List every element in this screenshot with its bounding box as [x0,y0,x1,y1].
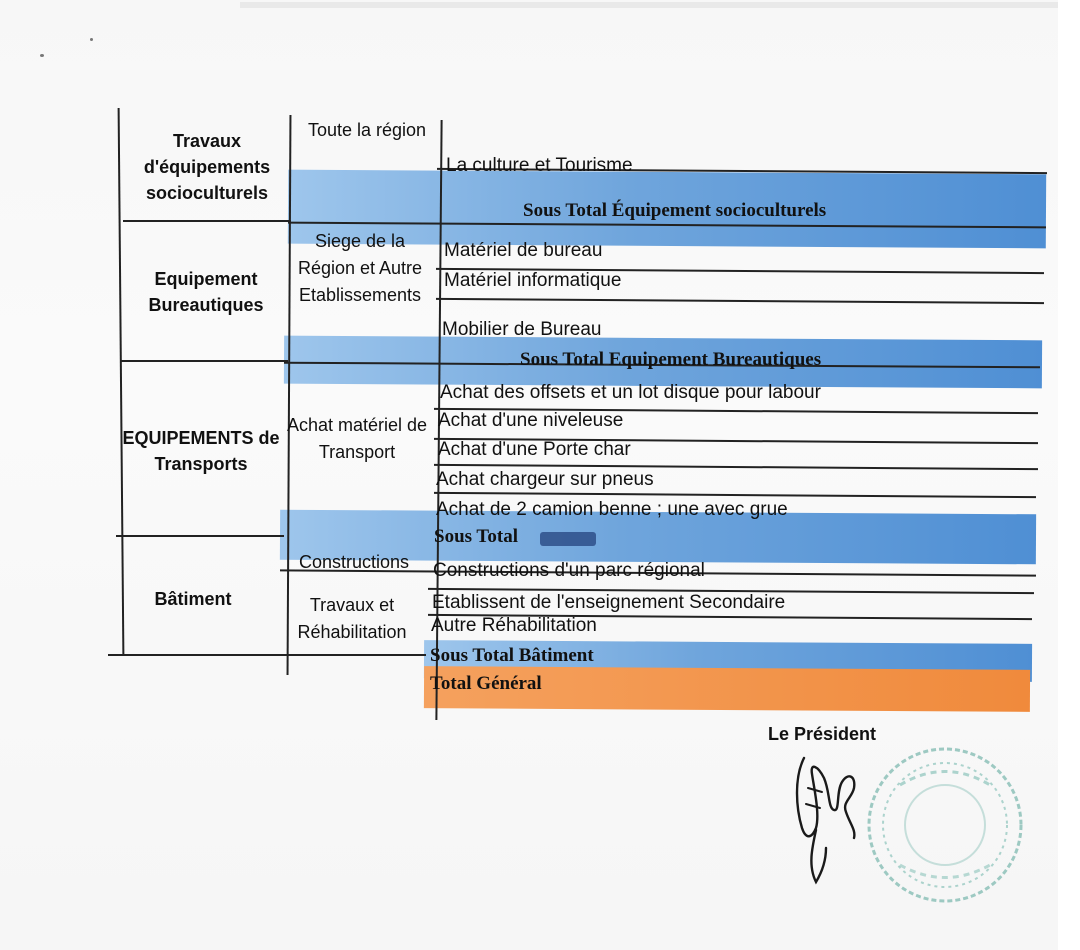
row-line [116,535,284,537]
category-socioculturels: Travaux d'équipements socioculturels [143,131,271,203]
ink-redaction [540,532,596,546]
subcategory-travaux-rehabilitation: Travaux et Réhabilitation [297,595,407,642]
item-porte-char: Achat d'une Porte char [438,439,631,460]
subcategory-constructions: Constructions [298,552,410,572]
subcategory-siege-region: Siege de la Région et Autre Etablissements [297,231,423,305]
item-materiel-bureau: Matériel de bureau [444,240,603,261]
signature-icon [782,748,872,893]
official-seal-icon [860,740,1030,915]
item-culture-tourisme: La culture et Tourisme [446,155,633,176]
subcategory-achat-materiel: Achat matériel de Transport [286,415,428,462]
item-autre-rehabilitation: Autre Réhabilitation [431,615,597,636]
table-bottom-border [108,654,426,656]
item-parc-regional: Constructions d'un parc régional [433,560,705,581]
category-transports: EQUIPEMENTS de Transports [122,428,280,474]
item-chargeur: Achat chargeur sur pneus [436,469,654,490]
table-left-border [118,108,125,656]
item-camion-benne: Achat de 2 camion benne ; une avec grue [436,499,788,520]
subtotal-socioculturels: Sous Total Équipement socioculturels [523,200,827,221]
subtotal-batiment: Sous Total Bâtiment [430,645,594,666]
category-batiment: Bâtiment [154,589,232,609]
item-materiel-informatique: Matériel informatique [444,270,622,291]
category-bureautiques: Equipement Bureautiques [148,269,264,315]
page-margin [1058,0,1080,950]
row-line [120,360,288,362]
row-line [436,298,1044,304]
subtotal-transports: Sous Total [434,526,518,547]
item-niveleuse: Achat d'une niveleuse [438,410,624,431]
item-mobilier-bureau: Mobilier de Bureau [442,319,602,340]
subcategory-toute-la-region: Toute la région [307,120,427,140]
total-general: Total Général [430,673,542,694]
subtotal-bureautiques: Sous Total Equipement Bureautiques [520,349,822,370]
signatory-title: Le Président [768,724,877,744]
item-enseignement-secondaire: Etablissent de l'enseignement Secondaire [432,592,786,613]
row-line [123,220,291,222]
item-offsets: Achat des offsets et un lot disque pour labour [440,382,821,403]
row-line [434,492,1036,498]
